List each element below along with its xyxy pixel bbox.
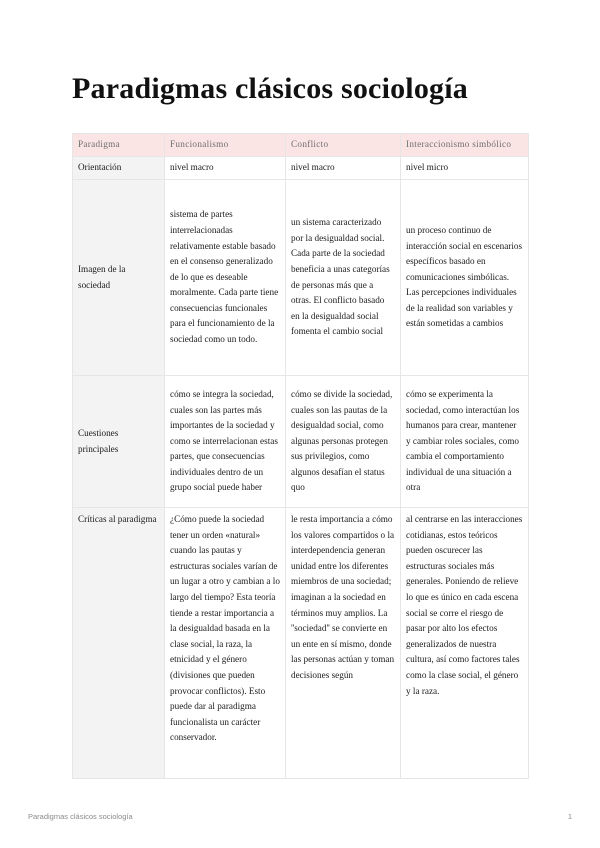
page-title: Paradigmas clásicos sociología xyxy=(72,72,468,105)
cell-conflicto: le resta importancia a cómo los valores compartidos o la interdependencia generan unidad entre los diferentes miembros de una sociedad; imaginan a la sociedad en términos muy amplios. La ''sociedad'' se convierte en un ente en sí mismo, donde las personas actúan y toman decisiones según xyxy=(286,508,401,779)
cell-funcionalismo: cómo se integra la sociedad, cuales son las partes más importantes de la sociedad y como se interrelacionan estas partes, que consecuencias individuales dentro de un grupo social puede haber xyxy=(165,376,286,508)
header-funcionalismo: Funcionalismo xyxy=(165,134,286,157)
cell-funcionalismo: nivel macro xyxy=(165,157,286,180)
table-row-imagen xyxy=(73,180,529,376)
header-interaccionismo: Interaccionismo simbólico xyxy=(401,134,529,157)
cell-conflicto: nivel macro xyxy=(286,157,401,180)
header-paradigma: Paradigma xyxy=(73,134,165,157)
table-row-orientacion xyxy=(73,157,529,180)
row-label: Imagen de la sociedad xyxy=(73,180,165,376)
table-header-row xyxy=(73,134,529,157)
table-row-criticas xyxy=(73,508,529,779)
table-row-cuestiones xyxy=(73,376,529,508)
row-label: Cuestiones principales xyxy=(73,376,165,508)
cell-funcionalismo: ¿Cómo puede la sociedad tener un orden «natural» cuando las pautas y estructuras sociales varían de un lugar a otro y cambian a lo largo del tiempo? Esta teoría tiende a restar importancia a la desigualdad basada en la clase social, la raza, la etnicidad y el género (divisiones que pueden provocar conflictos). Esto puede dar al paradigma funcionalista un carácter conservador. xyxy=(165,508,286,779)
paradigms-table xyxy=(72,133,529,779)
cell-interaccionismo: al centrarse en las interacciones cotidianas, estos teóricos pueden oscurecer las estructuras sociales más generales. Poniendo de relieve lo que es único en cada escena social se corre el riesgo de pasar por alto los efectos generalizados de nuestra cultura, así como factores tales como la clase social, el género y la raza. xyxy=(401,508,529,779)
cell-conflicto: un sistema caracterizado por la desigualdad social. Cada parte de la sociedad beneficia a unas categorías de personas más que a otras. El conflicto basado en la desigualdad social fomenta el cambio social xyxy=(286,180,401,376)
footer-page-number: 1 xyxy=(567,812,572,821)
row-label: Críticas al paradigma xyxy=(73,508,165,779)
row-label: Orientación xyxy=(73,157,165,180)
cell-funcionalismo: sistema de partes interrelacionadas relativamente estable basado en el consenso generalizado de lo que es deseable moralmente. Cada parte tiene consecuencias funcionales para el funcionamiento de la sociedad como un todo. xyxy=(165,180,286,376)
header-conflicto: Conflicto xyxy=(286,134,401,157)
cell-conflicto: cómo se divide la sociedad, cuales son las pautas de la desigualdad social, como algunas personas protegen sus privilegios, como algunos desafían el status quo xyxy=(286,376,401,508)
cell-interaccionismo: nivel micro xyxy=(401,157,529,180)
cell-interaccionismo: cómo se experimenta la sociedad, como interactúan los humanos para crear, mantener y cambiar roles sociales, como cambia el comportamiento individual de una situación a otra xyxy=(401,376,529,508)
footer-doc-title: Paradigmas clásicos sociología xyxy=(28,812,133,821)
cell-interaccionismo: un proceso continuo de interacción social en escenarios específicos basado en comunicaciones simbólicas. Las percepciones individuales de la realidad son variables y están sometidas a cambios xyxy=(401,180,529,376)
